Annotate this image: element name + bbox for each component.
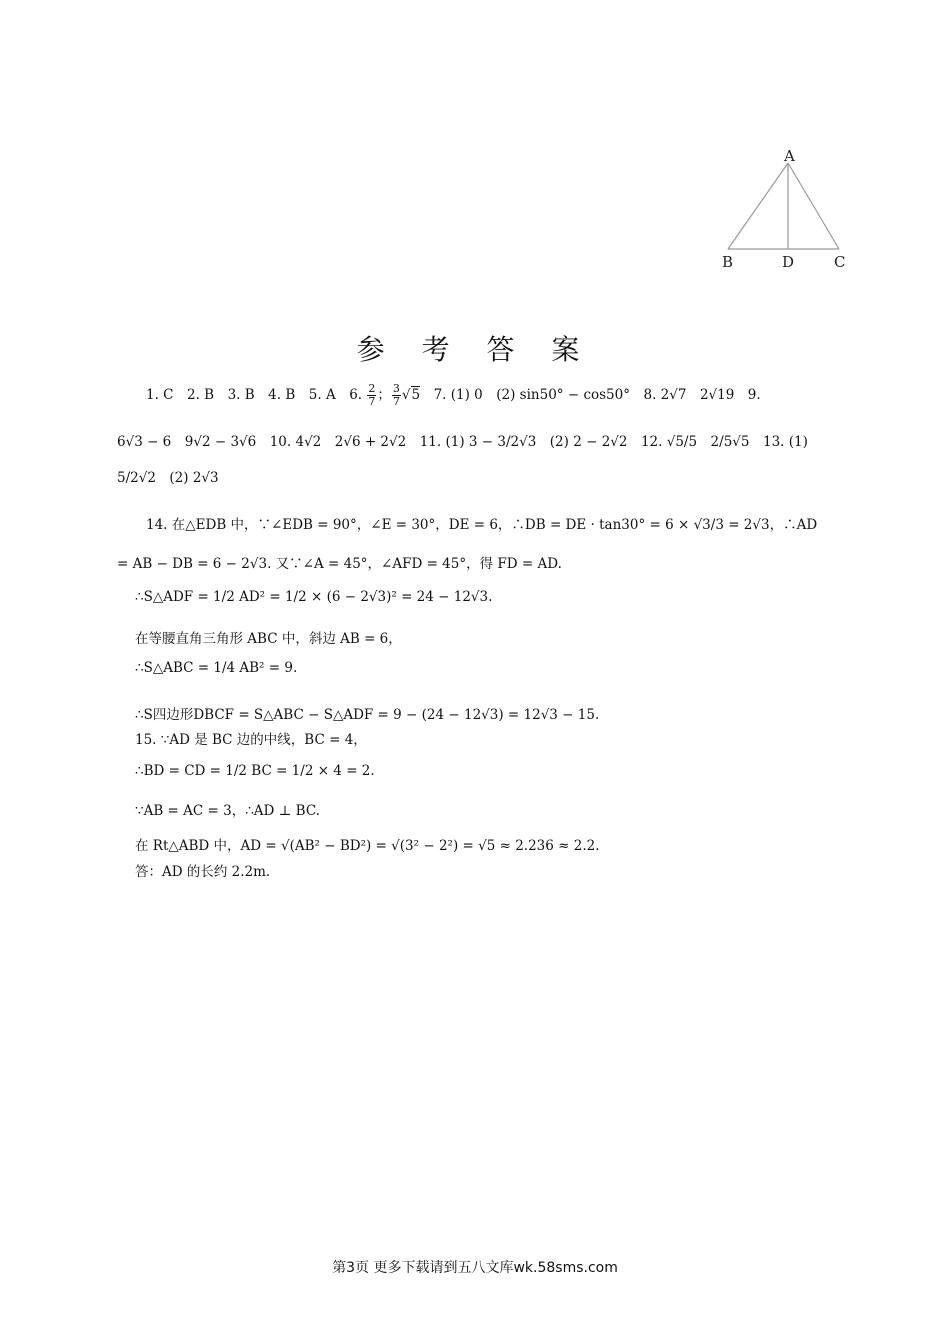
answer-line-1: [146, 383, 761, 408]
page-title: 参 考 答 案: [356, 333, 594, 366]
q14-line-2: = AB − DB = 6 − 2√3. 又∵∠A = 45°，∠AFD = 45°，得 FD = AD.: [117, 556, 562, 572]
q15-line-1: 15. ∵AD 是 BC 边的中线，BC = 4，: [135, 732, 367, 748]
label-c: C: [834, 253, 846, 271]
q14-line-5: ∴S△ABC = 1/4 AB² = 9.: [135, 660, 298, 676]
triangle-diagram: [718, 145, 848, 275]
radicand: 5: [411, 387, 421, 403]
page-footer: 第3页 更多下载请到五八文库wk.58sms.com: [332, 1260, 618, 1276]
q15-line-4: 在 Rt△ABD 中，AD = √(AB² − BD²) = √(3² − 2²) = √5 ≈ 2.236 ≈ 2.2.: [135, 838, 600, 854]
side-ac: [788, 163, 839, 249]
q15-line-3: ∵AB = AC = 3，∴AD ⊥ BC.: [135, 803, 320, 819]
q14-line-3: ∴S△ADF = 1/2 AD² = 1/2 × (6 − 2√3)² = 24 − 12√3.: [135, 589, 493, 605]
triangle-figure: [718, 145, 848, 275]
q15-line-5: 答：AD 的长约 2.2m.: [135, 864, 271, 880]
answer-line-3: 5/2√2 (2) 2√3: [117, 470, 219, 486]
sqrt-sign: √: [401, 387, 411, 403]
answer-line-2: 6√3 − 6 9√2 − 3√6 10. 4√2 2√6 + 2√2 11. (1) 3 − 3/2√3 (2) 2 − 2√2 12. √5/5 2/5√5 13. (1): [117, 434, 808, 450]
answer-text: 7. (1) 0 (2) sin50° − cos50° 8. 2√7 2√19 9.: [420, 387, 761, 403]
fraction: $\frac{2}{7}$: [368, 382, 376, 408]
q14-line-4: 在等腰直角三角形 ABC 中，斜边 AB = 6，: [135, 631, 402, 647]
side-ab: [728, 163, 788, 249]
answer-text: 1. C 2. B 3. B 4. B 5. A 6.: [146, 387, 363, 403]
label-b: B: [722, 253, 734, 271]
answer-text: ；: [377, 387, 391, 403]
q14-line-1: 14. 在△EDB 中，∵∠EDB = 90°，∠E = 30°，DE = 6，∴DB = DE · tan30° = 6 × √3/3 = 2√3，∴AD: [146, 517, 818, 533]
label-a: A: [784, 147, 795, 165]
label-d: D: [782, 253, 795, 271]
q14-line-6: ∴S四边形DBCF = S△ABC − S△ADF = 9 − (24 − 12√3) = 12√3 − 15.: [135, 707, 600, 723]
fraction: $\frac{3}{7}$: [392, 382, 400, 408]
q15-line-2: ∴BD = CD = 1/2 BC = 1/2 × 4 = 2.: [135, 763, 375, 779]
